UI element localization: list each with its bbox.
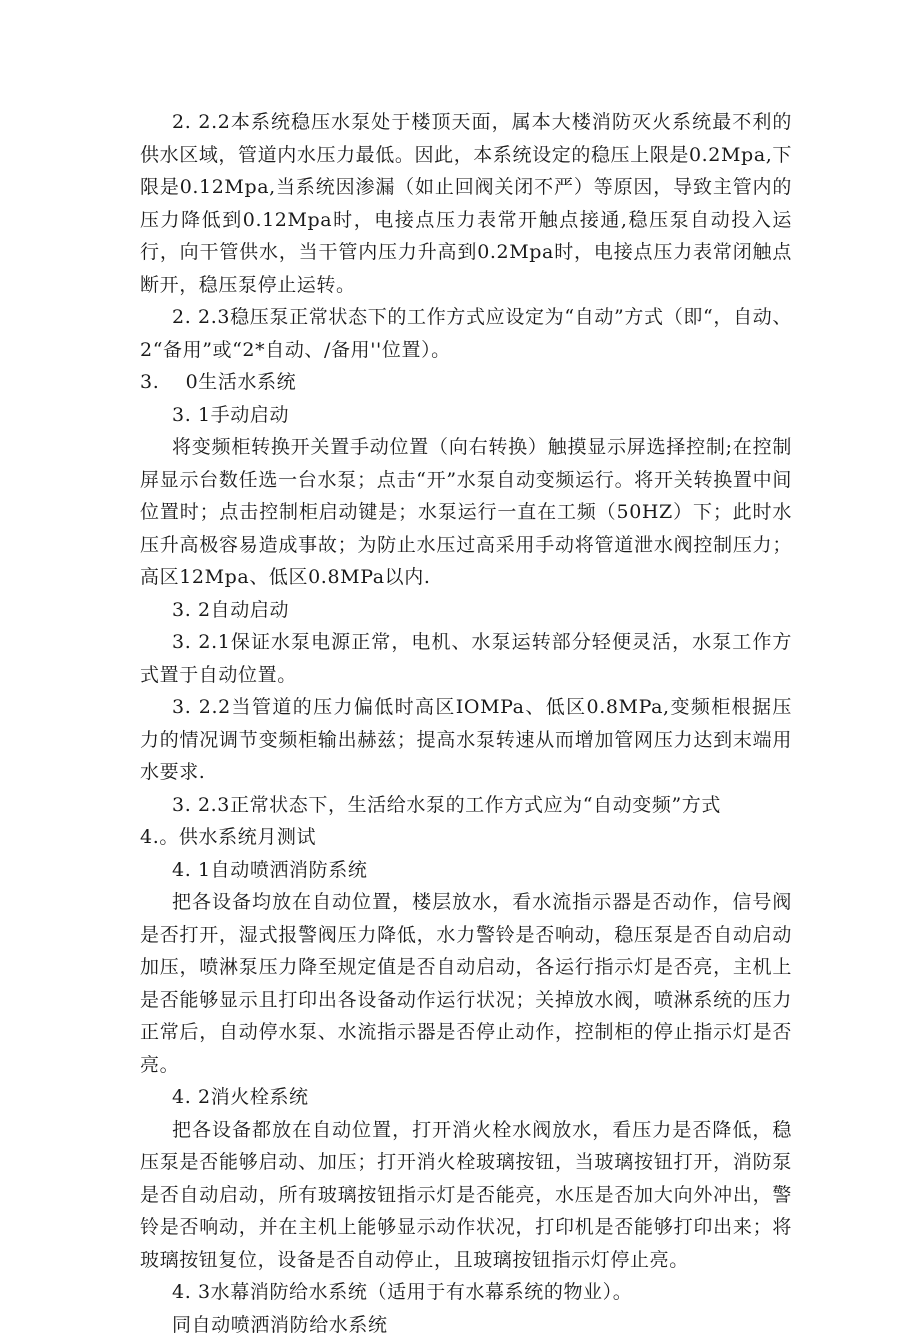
paragraph-3-2-1: 3. 2.1保证水泵电源正常，电机、水泵运转部分轻便灵活，水泵工作方式置于自动位置。 [140,626,792,691]
paragraph-4-3-body: 同自动喷洒消防给水系统 [140,1309,792,1341]
heading-4-3-water-curtain: 4. 3水幕消防给水系统（适用于有水幕系统的物业）。 [140,1276,792,1309]
heading-4-2-hydrant: 4. 2消火栓系统 [140,1081,792,1114]
paragraph-3-1-body: 将变频柜转换开关置手动位置（向右转换）触摸显示屏选择控制;在控制屏显示台数任选一台水泵；点击“开”水泵自动变频运行。将开关转换置中间位置时；点击控制柜启动键是；水泵运行一直在工频（50HZ）下；此时水压升高极容易造成事故；为防止水压过高采用手动将管道泄水阀控制压力；高区12Mpa、低区0.8MPa以内. [140,431,792,594]
heading-4-monthly-test: 4.。供水系统月测试 [140,821,792,854]
heading-3-domestic-water: 3. 0生活水系统 [140,366,792,399]
heading-3-2-auto-start: 3. 2自动启动 [140,594,792,627]
paragraph-4-1-body: 把各设备均放在自动位置，楼层放水，看水流指示器是否动作，信号阀是否打开，湿式报警阀压力降低，水力警铃是否响动，稳压泵是否自动启动加压，喷淋泵压力降至规定值是否自动启动，各运行指示灯是否亮，主机上是否能够显示且打印出各设备动作运行状况；关掉放水阀，喷淋系统的压力正常后，自动停水泵、水流指示器是否停止动作，控制柜的停止指示灯是否亮。 [140,886,792,1081]
paragraph-3-2-3: 3. 2.3正常状态下，生活给水泵的工作方式应为“自动变频”方式 [140,789,792,822]
heading-4-1-sprinkler: 4. 1自动喷洒消防系统 [140,854,792,887]
paragraph-3-2-2: 3. 2.2当管道的压力偏低时高区IOMPa、低区0.8MPa,变频柜根据压力的情况调节变频柜输出赫兹；提高水泵转速从而增加管网压力达到末端用水要求. [140,691,792,789]
document-body [140,106,792,1341]
paragraph-2-2-2: 2. 2.2本系统稳压水泵处于楼顶天面，属本大楼消防灭火系统最不利的供水区域，管道内水压力最低。因此，本系统设定的稳压上限是0.2Mpa,下限是0.12Mpa,当系统因渗漏（如止回阀关闭不严）等原因，导致主管内的压力降低到0.12Mpa时，电接点压力表常开触点接通,稳压泵自动投入运行，向干管供水，当干管内压力升高到0.2Mpa时，电接点压力表常闭触点断开，稳压泵停止运转。 [140,106,792,301]
heading-3-1-manual-start: 3. 1手动启动 [140,399,792,432]
paragraph-4-2-body: 把各设备都放在自动位置，打开消火栓水阀放水，看压力是否降低，稳压泵是否能够启动、加压；打开消火栓玻璃按钮，当玻璃按钮打开，消防泵是否自动启动，所有玻璃按钮指示灯是否能亮，水压是否加大向外冲出，警铃是否响动，并在主机上能够显示动作状况，打印机是否能够打印出来；将玻璃按钮复位，设备是否自动停止，且玻璃按钮指示灯停止亮。 [140,1114,792,1277]
paragraph-2-2-3: 2. 2.3稳压泵正常状态下的工作方式应设定为“自动”方式（即“，自动、2“备用”或“2*自动、/备用''位置）。 [140,301,792,366]
